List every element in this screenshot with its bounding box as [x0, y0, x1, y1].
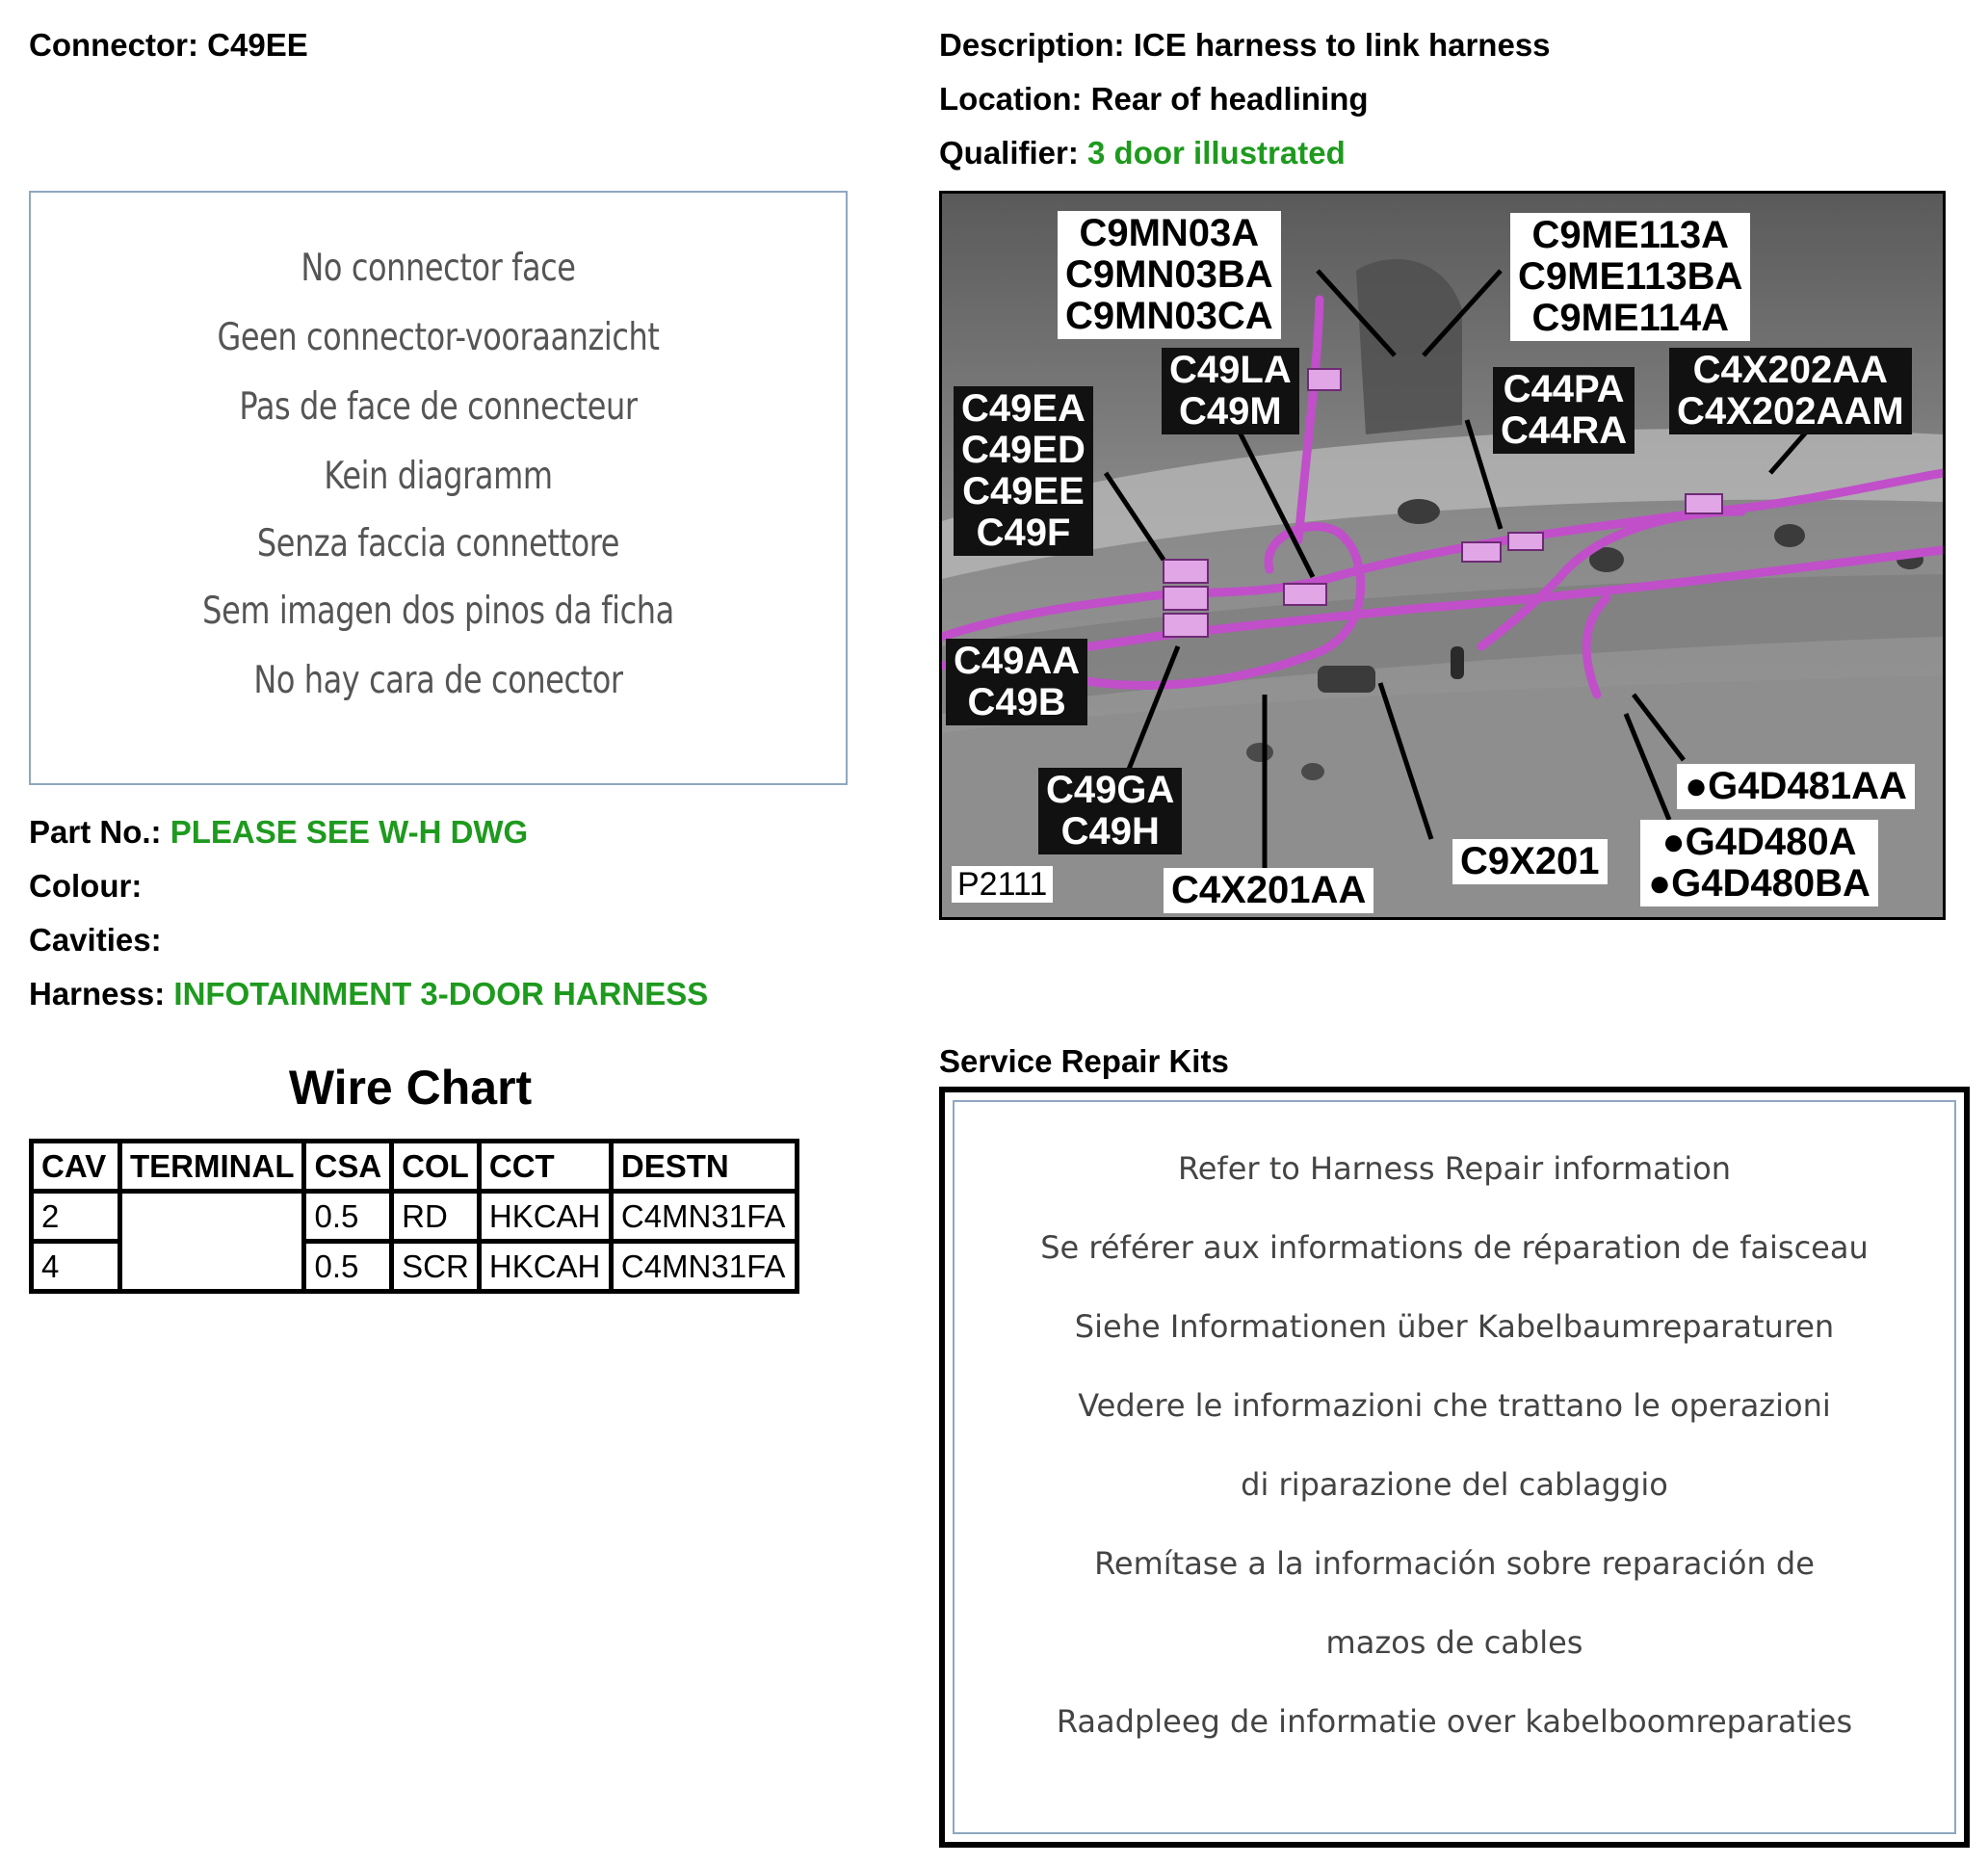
repair-line: di riparazione del cablaggio: [1241, 1466, 1668, 1503]
part-no-label: Part No.:: [29, 814, 162, 850]
photo-label-c49la: [1162, 348, 1299, 434]
no-face-line: Sem imagen dos pinos da ficha: [202, 590, 674, 633]
label-line: C44RA: [1501, 409, 1628, 452]
connector-field: [29, 27, 308, 64]
harness-value: INFOTAINMENT 3-DOOR HARNESS: [173, 976, 709, 1011]
location-value: Rear of headlining: [1090, 81, 1369, 117]
colour-label: Colour:: [29, 868, 143, 904]
photo-label-c9x201: C9X201: [1452, 839, 1608, 884]
location-photo: [939, 191, 1946, 920]
qualifier-field: [939, 135, 1346, 171]
cell-cav: 4: [32, 1242, 120, 1292]
label-line: C9ME113BA: [1518, 255, 1743, 298]
photo-label-g4d480: [1640, 820, 1878, 906]
cell-cct: HKCAH: [479, 1192, 611, 1242]
table-row: [32, 1192, 798, 1242]
repair-line: Remítase a la información sobre reparación de: [1094, 1545, 1815, 1582]
photo-label-c9mn03: [1058, 211, 1281, 339]
header-destn: DESTN: [611, 1142, 797, 1192]
part-no-value: PLEASE SEE W-H DWG: [170, 814, 529, 850]
photo-label-g4d481aa: ●G4D481AA: [1677, 764, 1915, 809]
location-label: Location:: [939, 81, 1083, 117]
connector-label: Connector:: [29, 27, 198, 63]
cell-csa: 0.5: [304, 1192, 392, 1242]
description-label: Description:: [939, 27, 1125, 63]
cavities-field: [29, 922, 162, 959]
photo-label-c4x202: [1669, 348, 1912, 434]
harness-label: Harness:: [29, 976, 166, 1011]
photo-label-c49ea: [954, 386, 1093, 556]
label-line: C49M: [1179, 390, 1282, 433]
header-csa: CSA: [304, 1142, 392, 1192]
location-field: [939, 81, 1369, 118]
label-line: C49AA: [954, 640, 1081, 682]
connector-face-panel: [29, 191, 848, 785]
repair-line: Refer to Harness Repair information: [1177, 1150, 1732, 1187]
photo-label-c44pa: [1493, 367, 1635, 454]
cell-destn: C4MN31FA: [611, 1192, 797, 1242]
photo-label-c9me113: [1510, 213, 1750, 341]
no-face-line: Pas de face de connecteur: [239, 385, 638, 429]
photo-label-c49aa: [946, 639, 1087, 725]
no-face-line: No hay cara de conector: [253, 659, 623, 702]
label-line: C4X202AAM: [1677, 390, 1904, 433]
repair-line: Siehe Informationen über Kabelbaumreparaturen: [1074, 1308, 1835, 1345]
cell-col: SCR: [392, 1242, 480, 1292]
label-line: C4X202AA: [1692, 349, 1888, 391]
repair-line: Raadpleeg de informatie over kabelboomreparaties: [1056, 1703, 1853, 1740]
label-line: C49H: [1060, 810, 1160, 853]
repair-line: mazos de cables: [1325, 1624, 1583, 1661]
label-line: ●G4D480A: [1661, 821, 1857, 863]
service-repair-inner: [953, 1100, 1956, 1834]
photo-label-c4x201aa: C4X201AA: [1164, 868, 1373, 913]
no-face-line: Geen connector-vooraanzicht: [217, 316, 660, 359]
label-line: C49EA: [961, 387, 1086, 430]
label-line: C9MN03BA: [1065, 253, 1273, 296]
label-line: C9ME113A: [1531, 214, 1729, 256]
description-field: [939, 27, 1551, 64]
header-terminal: TERMINAL: [120, 1142, 304, 1192]
label-line: C49B: [967, 681, 1066, 723]
cell-csa: 0.5: [304, 1242, 392, 1292]
cell-terminal: [120, 1192, 304, 1292]
label-line: C49GA: [1046, 769, 1175, 811]
cell-cct: HKCAH: [479, 1242, 611, 1292]
repair-line: Vedere le informazioni che trattano le operazioni: [1078, 1387, 1831, 1424]
header-cav: CAV: [32, 1142, 120, 1192]
no-face-line: Senza faccia connettore: [256, 522, 620, 565]
repair-line: Se référer aux informations de réparation de faisceau: [1040, 1229, 1869, 1266]
cell-destn: C4MN31FA: [611, 1242, 797, 1292]
part-no-field: [29, 814, 528, 851]
connector-value: C49EE: [207, 27, 308, 63]
label-line: ●G4D480BA: [1648, 862, 1870, 905]
service-repair-panel: [939, 1087, 1970, 1848]
label-line: C9MN03CA: [1065, 295, 1273, 337]
wire-chart-table: [29, 1139, 799, 1294]
label-line: C49ED: [961, 429, 1086, 471]
qualifier-label: Qualifier:: [939, 135, 1079, 171]
header-cct: CCT: [479, 1142, 611, 1192]
cavities-label: Cavities:: [29, 922, 162, 958]
wire-chart-title: Wire Chart: [288, 1061, 533, 1115]
colour-field: [29, 868, 142, 905]
header-col: COL: [392, 1142, 480, 1192]
table-header-row: [32, 1142, 798, 1192]
qualifier-value: 3 door illustrated: [1087, 135, 1346, 171]
label-line: C49LA: [1169, 349, 1292, 391]
cell-cav: 2: [32, 1192, 120, 1242]
label-line: C49F: [976, 512, 1071, 554]
no-face-line: Kein diagramm: [324, 455, 553, 498]
label-line: C49EE: [962, 470, 1085, 512]
photo-label-c49ga: [1038, 768, 1182, 854]
service-repair-title: Service Repair Kits: [939, 1043, 1229, 1079]
harness-field: [29, 976, 708, 1012]
cell-col: RD: [392, 1192, 480, 1242]
label-line: C9ME114A: [1531, 297, 1729, 339]
no-face-line: No connector face: [301, 247, 576, 290]
label-line: C9MN03A: [1079, 212, 1260, 254]
label-line: C44PA: [1503, 368, 1625, 410]
description-value: ICE harness to link harness: [1133, 27, 1551, 63]
photo-id: P2111: [952, 866, 1053, 903]
